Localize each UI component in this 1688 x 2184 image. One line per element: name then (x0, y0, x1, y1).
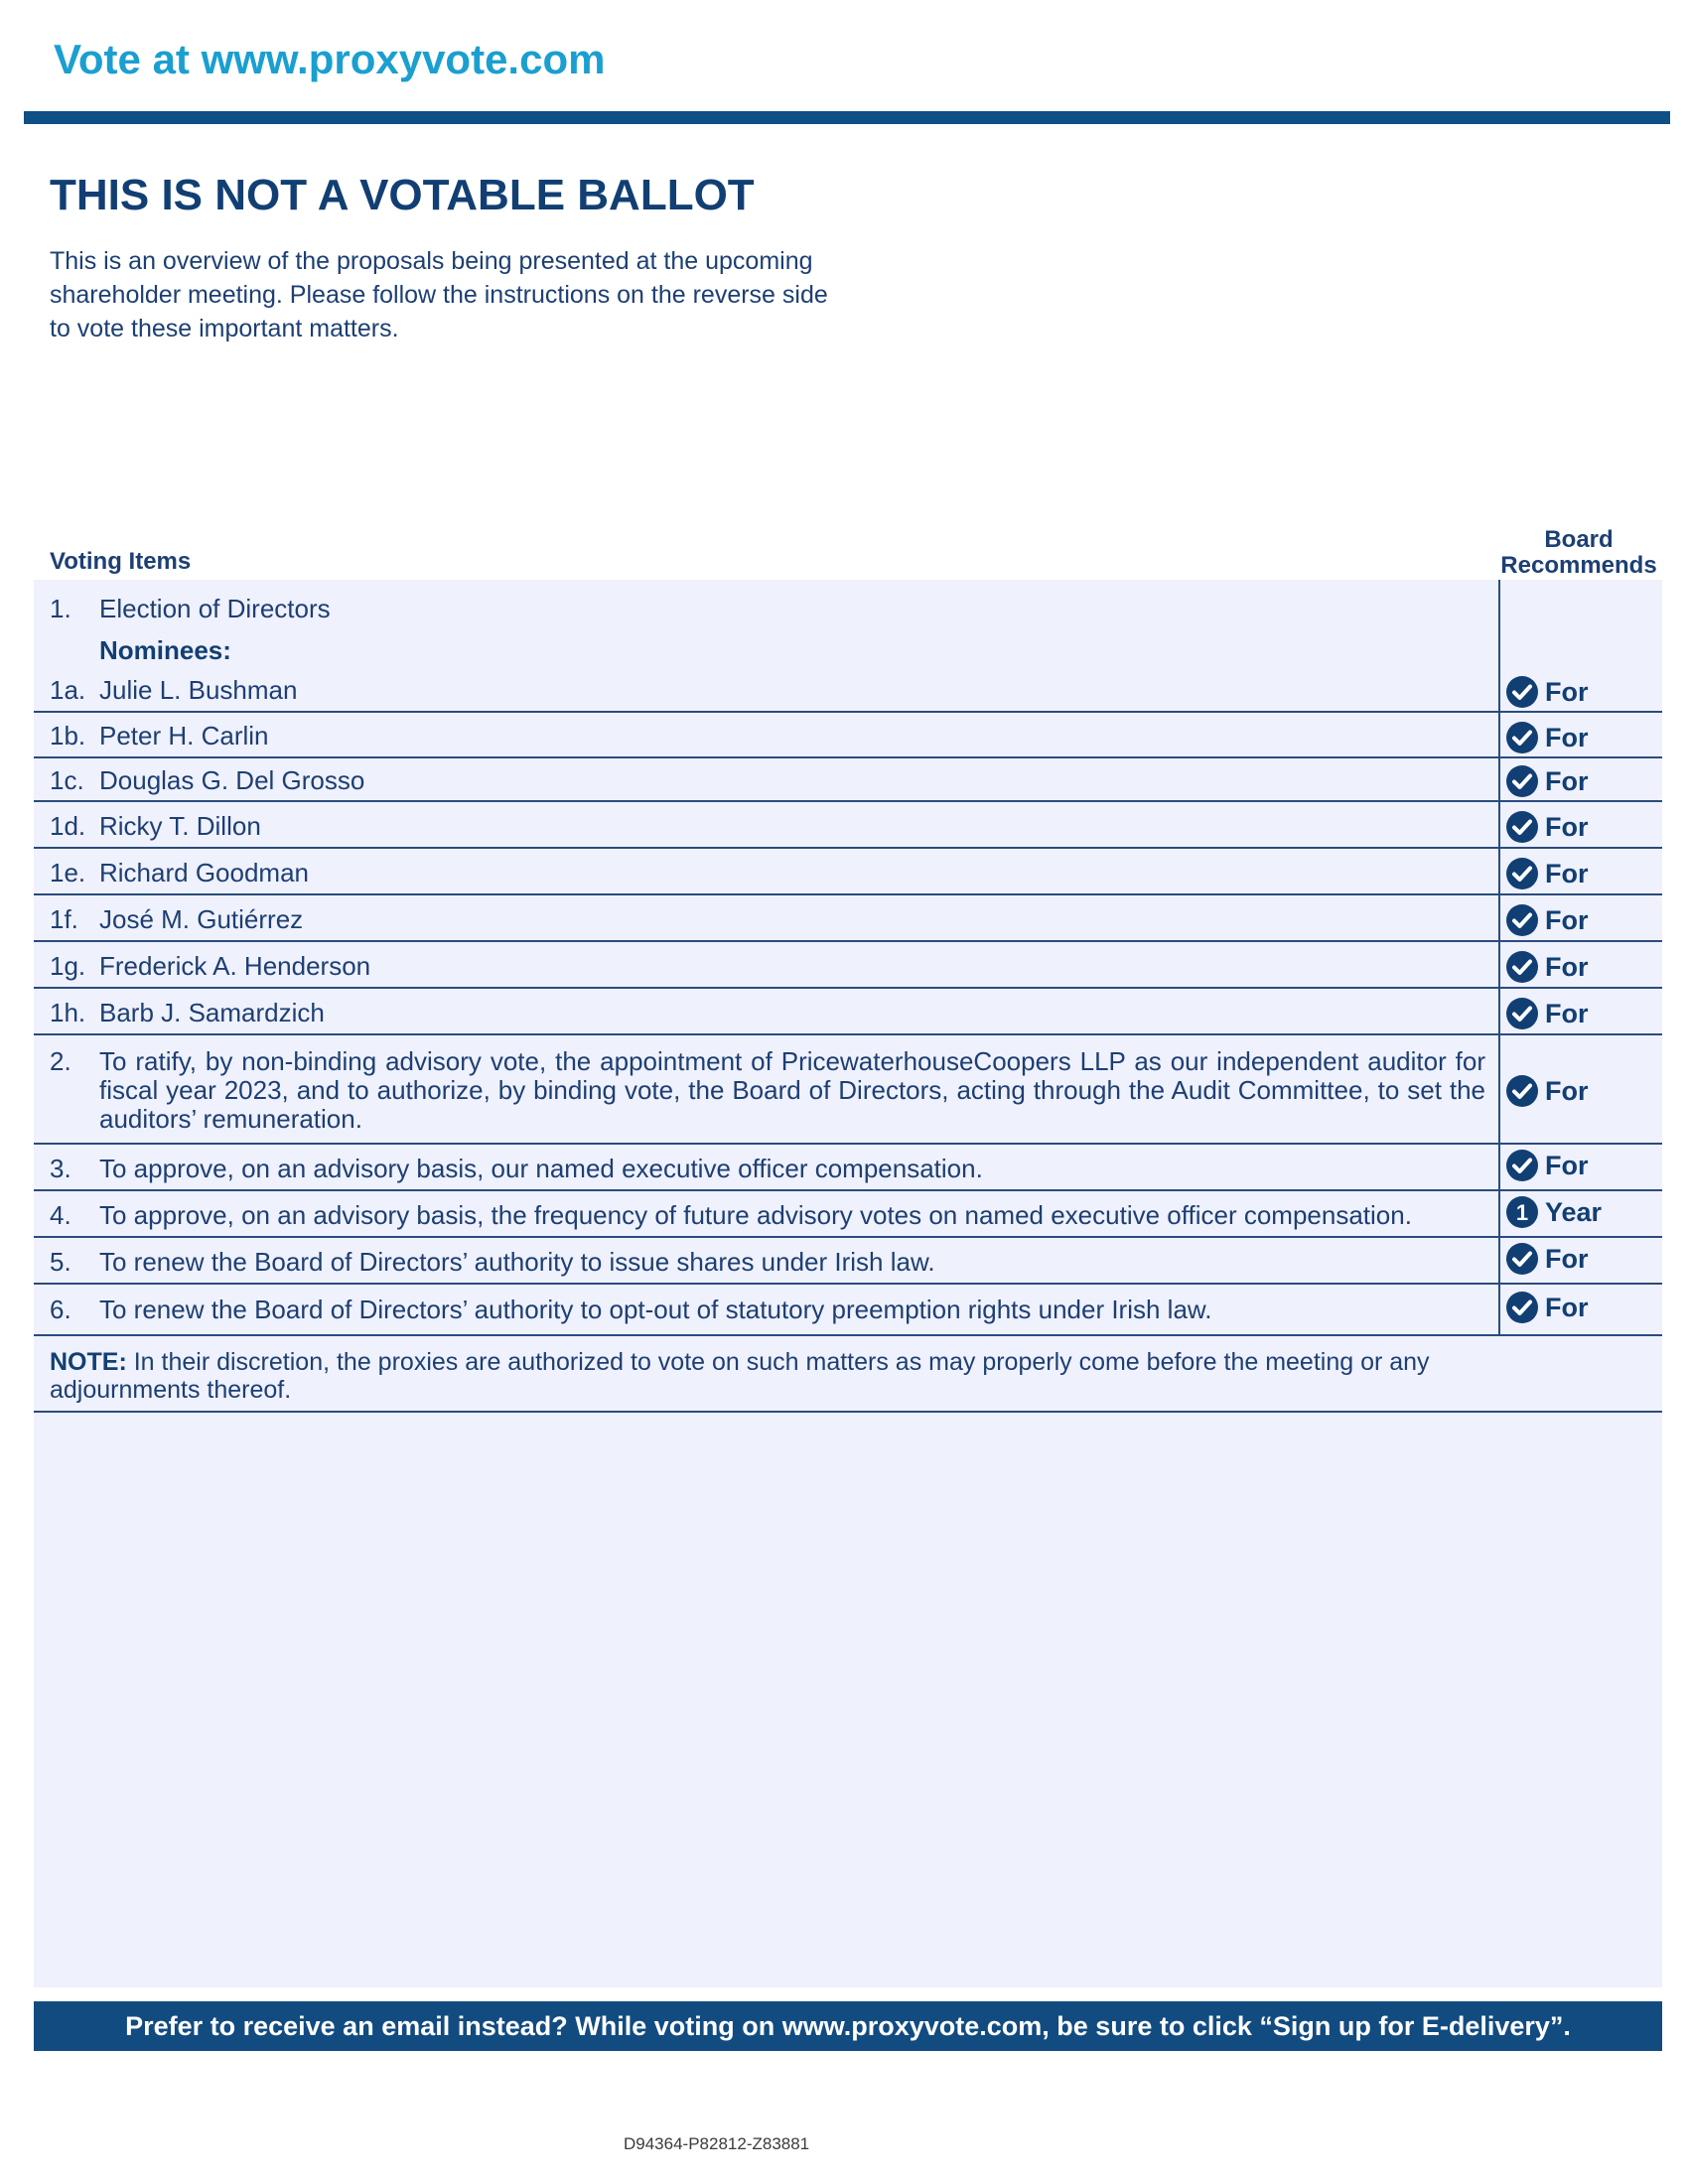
nominee-number: 1g. (50, 951, 86, 981)
recommendation (1505, 903, 1589, 937)
recommendation-label: For (1545, 811, 1589, 842)
checkmark-icon (1505, 675, 1539, 709)
recommendation-label: For (1545, 1150, 1589, 1180)
nominee-number: 1d. (50, 811, 86, 841)
recommendation-label: For (1545, 998, 1589, 1028)
item-text: To approve, on an advisory basis, the frequency of future advisory votes on named executive officer compensation. (99, 1200, 1412, 1230)
nominee-number: 1b. (50, 721, 86, 751)
row-divider (34, 1411, 1662, 1413)
row-divider (34, 847, 1662, 849)
nominee-name: Frederick A. Henderson (99, 951, 371, 981)
recommendation-label: For (1545, 765, 1589, 796)
item-text: To renew the Board of Directors’ authority to issue shares under Irish law. (99, 1247, 935, 1277)
note-label: NOTE: (50, 1348, 127, 1376)
checkmark-icon (1505, 903, 1539, 937)
recommendation-label: For (1545, 1292, 1589, 1322)
item-number: 3. (50, 1154, 71, 1183)
recommendation (1505, 1242, 1589, 1276)
recommendation-label: For (1545, 1075, 1589, 1106)
row-divider (34, 800, 1662, 802)
header-rule (24, 111, 1670, 124)
item-number: 1. (50, 594, 71, 623)
checkmark-icon (1505, 1149, 1539, 1182)
checkmark-icon (1505, 810, 1539, 844)
nominee-name: Richard Goodman (99, 858, 309, 887)
item-text: Election of Directors (99, 594, 331, 623)
recommendation-label: Year (1545, 1196, 1603, 1227)
checkmark-icon (1505, 1074, 1539, 1108)
recommendation-label: For (1545, 722, 1589, 752)
checkmark-icon (1505, 721, 1539, 754)
recommendation (1505, 1074, 1589, 1108)
intro-paragraph: This is an overview of the proposals being presented at the upcoming shareholder meeting. Please follow the instructions on the reverse side to vote these important matters. (50, 247, 828, 342)
recommendation (1505, 764, 1589, 798)
recommendation-label: For (1545, 858, 1589, 888)
checkmark-icon (1505, 950, 1539, 984)
item-number: 2. (50, 1046, 71, 1076)
recommendation (1505, 997, 1589, 1030)
checkmark-icon (1505, 1291, 1539, 1324)
recommendation (1505, 950, 1589, 984)
row-divider (34, 1334, 1662, 1336)
recommendation (1505, 810, 1589, 844)
document-code: D94364-P82812-Z83881 (624, 2134, 810, 2153)
board-recommends-line2: Recommends (1500, 552, 1657, 579)
nominee-name: Ricky T. Dillon (99, 811, 261, 841)
recommendation (1505, 1291, 1589, 1324)
row-divider (34, 940, 1662, 942)
item-number: 6. (50, 1295, 71, 1324)
row-divider (34, 1189, 1662, 1191)
proxyvote-link[interactable]: Vote at www.proxyvote.com (54, 36, 606, 82)
board-recommends-line1: Board (1544, 526, 1614, 553)
badge-number: 1 (1515, 1200, 1529, 1225)
recommendation-label: For (1545, 951, 1589, 982)
note-text: In their discretion, the proxies are authorized to vote on such matters as may properly come before the meeting or any adjournments thereof. (50, 1348, 1430, 1404)
row-divider (34, 1236, 1662, 1238)
item-number: 4. (50, 1200, 71, 1230)
nominee-number: 1e. (50, 858, 86, 887)
row-divider (34, 987, 1662, 989)
recommendation-label: For (1545, 1243, 1589, 1274)
board-recommends-header (1489, 527, 1668, 579)
recommendation (1505, 1195, 1602, 1229)
nominee-name: Barb J. Samardzich (99, 998, 325, 1027)
nominee-number: 1h. (50, 998, 86, 1027)
item-text: To ratify, by non-binding advisory vote, the appointment of PricewaterhouseCoopers LLP as our independent auditor for fiscal year 2023, and to authorize, by binding vote, the Board of Directors, acting through the Audit Committee, to set the auditors’ remuneration. (99, 1046, 1485, 1134)
item-text: To approve, on an advisory basis, our named executive officer compensation. (99, 1154, 983, 1183)
item-number: 5. (50, 1247, 71, 1277)
nominee-name: Douglas G. Del Grosso (99, 765, 365, 795)
row-divider (34, 1033, 1662, 1035)
edelivery-banner (34, 2001, 1662, 2051)
voting-items-header: Voting Items (50, 548, 192, 575)
recommendation (1505, 721, 1589, 754)
edelivery-banner-text: Prefer to receive an email instead? While voting on www.proxyvote.com, be sure to click “Sign up for E-delivery”. (125, 2010, 1571, 2041)
recommendation (1505, 675, 1589, 709)
row-divider (34, 711, 1662, 713)
checkmark-icon (1505, 997, 1539, 1030)
nominee-number: 1c. (50, 765, 84, 795)
nominee-name: Peter H. Carlin (99, 721, 269, 751)
checkmark-icon (1505, 857, 1539, 890)
page-title: THIS IS NOT A VOTABLE BALLOT (50, 171, 755, 219)
one-year-badge-icon (1505, 1195, 1539, 1229)
row-divider (34, 1143, 1662, 1145)
recommendation (1505, 857, 1589, 890)
note (50, 1348, 1485, 1404)
row-divider (34, 893, 1662, 895)
item-text: To renew the Board of Directors’ authority to opt-out of statutory preemption rights under Irish law. (99, 1295, 1212, 1324)
row-divider (34, 756, 1662, 758)
row-divider (34, 1283, 1662, 1285)
checkmark-icon (1505, 1242, 1539, 1276)
recommendation-label: For (1545, 904, 1589, 935)
checkmark-icon (1505, 764, 1539, 798)
recommendation-column-divider (1498, 580, 1500, 1336)
nominee-number: 1f. (50, 904, 78, 934)
nominee-name: Julie L. Bushman (99, 675, 298, 705)
nominee-number: 1a. (50, 675, 86, 705)
nominees-label: Nominees: (99, 635, 231, 665)
recommendation-label: For (1545, 676, 1589, 707)
recommendation (1505, 1149, 1589, 1182)
nominee-name: José M. Gutiérrez (99, 904, 304, 934)
